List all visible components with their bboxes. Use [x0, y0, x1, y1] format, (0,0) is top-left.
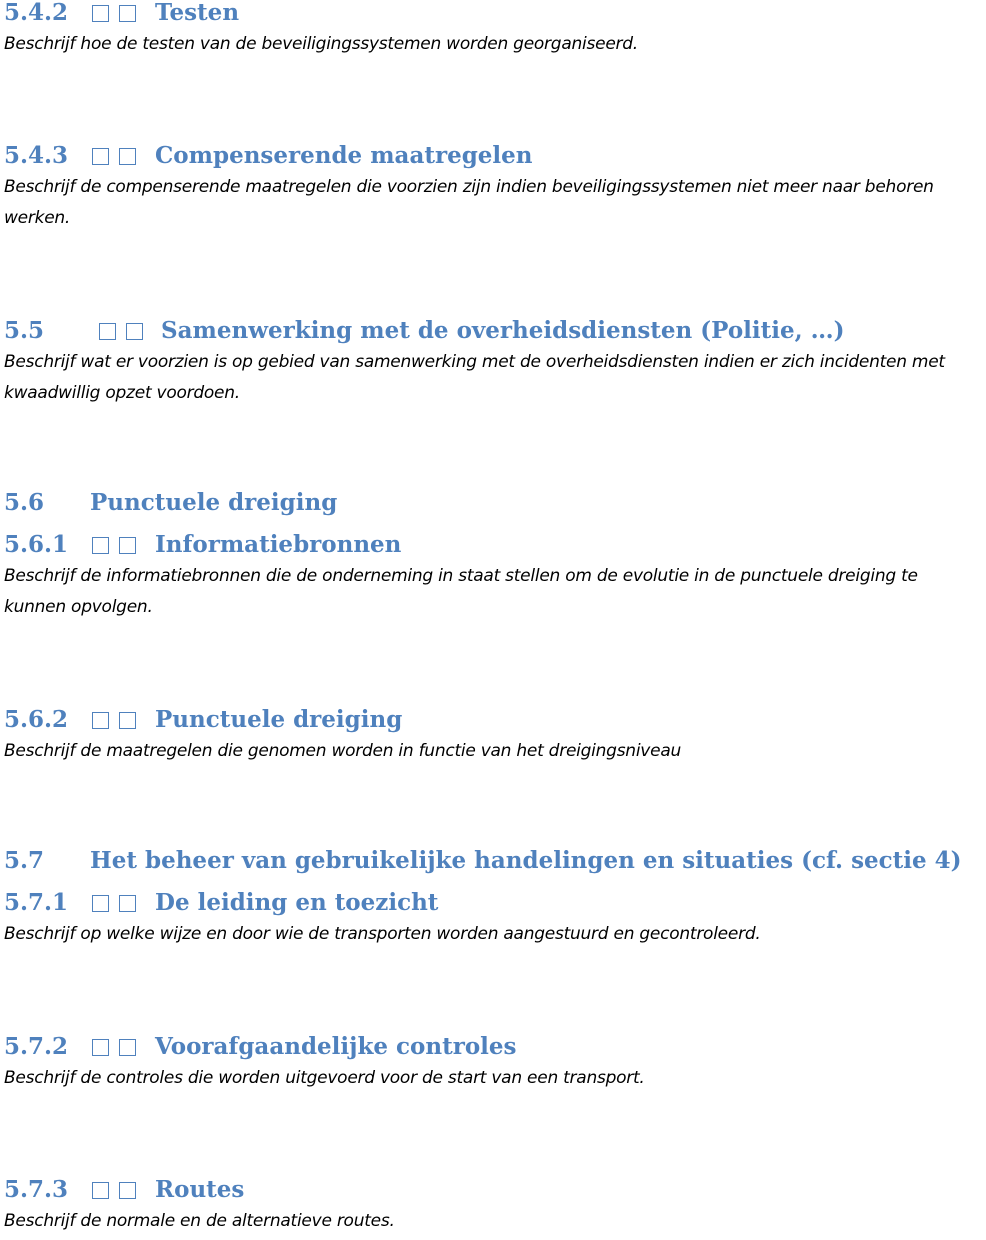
section-heading [4, 530, 980, 560]
checkbox-2[interactable] [119, 895, 136, 912]
checkbox-group [92, 141, 146, 171]
section-description: Beschrijf de compenserende maatregelen die voorzien zijn indien beveiligingssystemen niet meer naar behoren werken. [4, 177, 934, 228]
section-title: Samenwerking met de overheidsdiensten (Politie, …) [161, 317, 845, 344]
checkbox-1[interactable] [92, 148, 109, 165]
section-description: Beschrijf hoe de testen van de beveiligingssystemen worden georganiseerd. [4, 34, 638, 54]
section-number: 5.6.1 [4, 531, 69, 558]
section-5-4-2 [4, 0, 980, 60]
checkbox-2[interactable] [126, 323, 143, 340]
section-title: Voorafgaandelijke controles [155, 1033, 517, 1060]
section-title: Punctuele dreiging [155, 706, 403, 733]
section-description: Beschrijf de informatiebronnen die de onderneming in staat stellen om de evolutie in de punctuele dreiging te kunnen opvolgen. [4, 566, 918, 617]
section-number: 5.6.2 [4, 706, 69, 733]
checkbox-1[interactable] [99, 323, 116, 340]
section-description: Beschrijf wat er voorzien is op gebied van samenwerking met de overheidsdiensten indien er zich incidenten met kwaadwillig opzet voordoen. [4, 352, 945, 403]
checkbox-group [92, 530, 146, 560]
section-5-6-1 [4, 530, 980, 623]
section-title: Informatiebronnen [155, 531, 402, 558]
section-description: Beschrijf de controles die worden uitgevoerd voor de start van een transport. [4, 1068, 645, 1088]
section-heading [4, 141, 980, 171]
section-heading [4, 705, 980, 735]
section-number: 5.6 [4, 489, 45, 516]
section-heading [4, 0, 980, 28]
checkbox-1[interactable] [92, 537, 109, 554]
section-number: 5.4.2 [4, 0, 69, 26]
section-5-7 [4, 846, 980, 876]
section-description: Beschrijf de normale en de alternatieve routes. [4, 1211, 395, 1231]
section-number: 5.4.3 [4, 142, 69, 169]
checkbox-1[interactable] [92, 895, 109, 912]
section-heading [4, 1175, 980, 1205]
section-number: 5.7.2 [4, 1033, 69, 1060]
checkbox-group [99, 316, 153, 346]
checkbox-2[interactable] [119, 1039, 136, 1056]
section-title: Routes [155, 1176, 245, 1203]
section-heading [4, 488, 980, 518]
section-number: 5.5 [4, 317, 45, 344]
checkbox-2[interactable] [119, 712, 136, 729]
section-description: Beschrijf de maatregelen die genomen worden in functie van het dreigingsniveau [4, 741, 682, 761]
section-number: 5.7 [4, 847, 45, 874]
section-5-5 [4, 316, 980, 409]
section-5-6-2 [4, 705, 980, 767]
section-heading [4, 888, 980, 918]
checkbox-group [92, 1175, 146, 1205]
section-heading [4, 1032, 980, 1062]
section-title: Punctuele dreiging [90, 489, 338, 516]
section-title: Compenserende maatregelen [155, 142, 533, 169]
checkbox-1[interactable] [92, 712, 109, 729]
section-5-7-3 [4, 1175, 980, 1237]
section-5-7-1 [4, 888, 980, 950]
section-5-4-3 [4, 141, 980, 234]
checkbox-2[interactable] [119, 537, 136, 554]
checkbox-1[interactable] [92, 1039, 109, 1056]
section-description: Beschrijf op welke wijze en door wie de transporten worden aangestuurd en gecontroleerd. [4, 924, 761, 944]
checkbox-group [92, 0, 146, 28]
checkbox-1[interactable] [92, 1182, 109, 1199]
checkbox-group [92, 1032, 146, 1062]
checkbox-group [92, 888, 146, 918]
section-number: 5.7.1 [4, 889, 69, 916]
checkbox-2[interactable] [119, 5, 136, 22]
checkbox-2[interactable] [119, 148, 136, 165]
section-heading [4, 316, 980, 346]
checkbox-1[interactable] [92, 5, 109, 22]
section-number: 5.7.3 [4, 1176, 69, 1203]
checkbox-2[interactable] [119, 1182, 136, 1199]
section-5-6 [4, 488, 980, 518]
section-5-7-2 [4, 1032, 980, 1094]
section-title: Testen [155, 0, 240, 26]
section-title: De leiding en toezicht [155, 889, 439, 916]
section-title: Het beheer van gebruikelijke handelingen en situaties (cf. sectie 4) [90, 847, 962, 874]
checkbox-group [92, 705, 146, 735]
section-heading [4, 846, 980, 876]
